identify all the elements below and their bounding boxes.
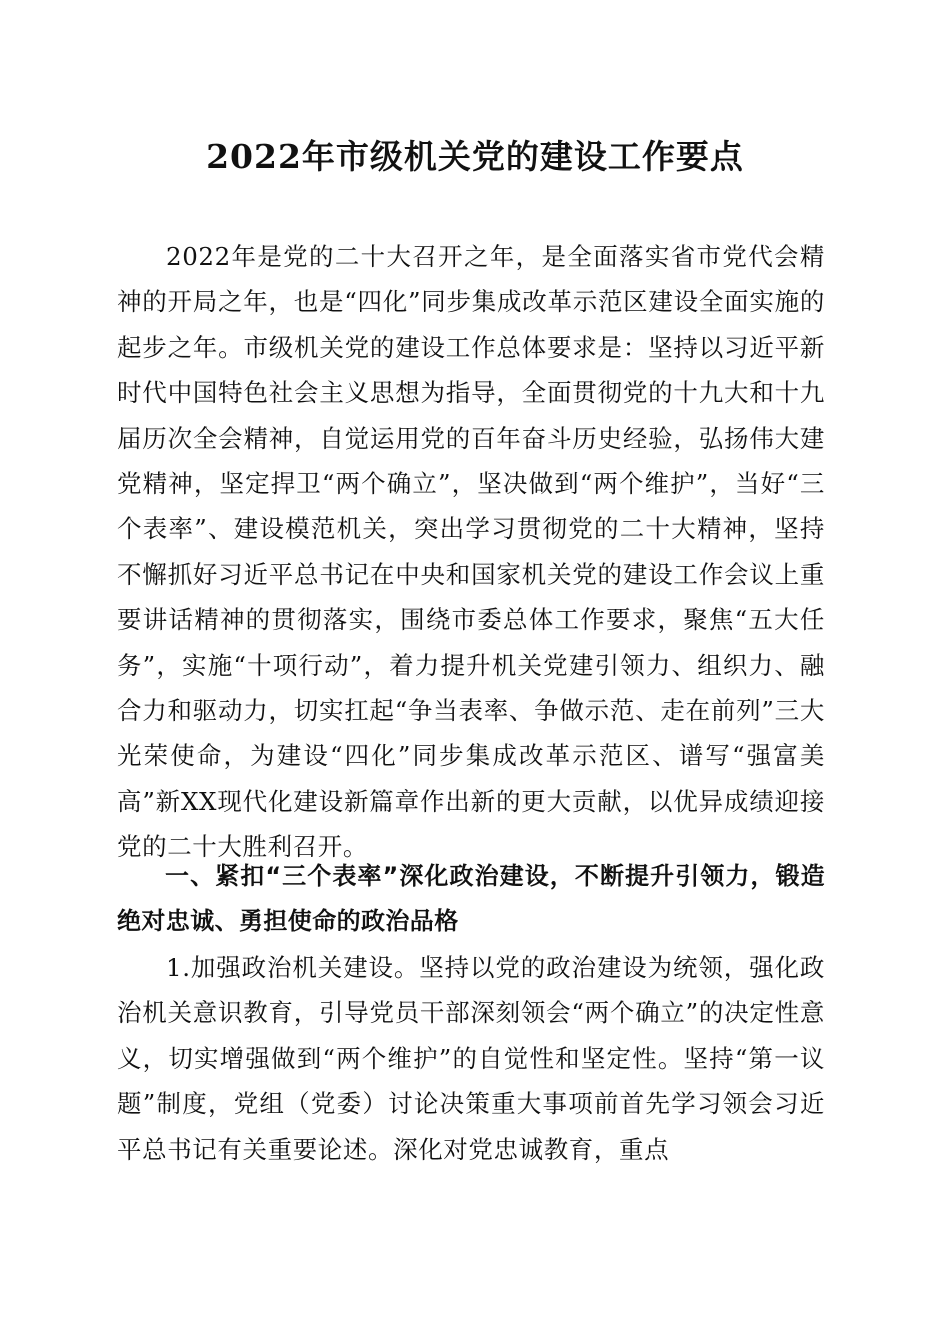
item-one-paragraph: 1.加强政治机关建设。坚持以党的政治建设为统领，强化政治机关意识教育，引导党员干部深刻领会“两个确立”的决定性意义，切实增强做到“两个维护”的自觉性和坚定性。坚持“第一议题”制度，党组（党委）讨论决策重大事项前首先学习领会习近平总书记有关重要论述。深化对党忠诚教育，重点: [117, 953, 825, 1164]
intro-paragraph: 2022年是党的二十大召开之年，是全面落实省市党代会精神的开局之年，也是“四化”同步集成改革示范区建设全面实施的起步之年。市级机关党的建设工作总体要求是：坚持以习近平新时代中国特色社会主义思想为指导，全面贯彻党的十九大和十九届历次全会精神，自觉运用党的百年奋斗历史经验，弘扬伟大建党精神，坚定捍卫“两个确立”，坚决做到“两个维护”，当好“三个表率”、建设模范机关，突出学习贯彻党的二十大精神，坚持不懈抓好习近平总书记在中央和国家机关党的建设工作会议上重要讲话精神的贯彻落实，围绕市委总体工作要求，聚焦“五大任务”，实施“十项行动”，着力提升机关党建引领力、组织力、融合力和驱动力，切实扛起“争当表率、争做示范、走在前列”三大光荣使命，为建设“四化”同步集成改革示范区、谱写“强富美高”新XX现代化建设新篇章作出新的更大贡献，以优异成绩迎接党的二十大胜利召开。: [117, 242, 825, 862]
section-one-heading: 一、紧扣“三个表率”深化政治建设，不断提升引领力，锻造绝对忠诚、勇担使命的政治品格: [117, 862, 825, 936]
document-title: 2022年市级机关党的建设工作要点: [206, 137, 744, 176]
